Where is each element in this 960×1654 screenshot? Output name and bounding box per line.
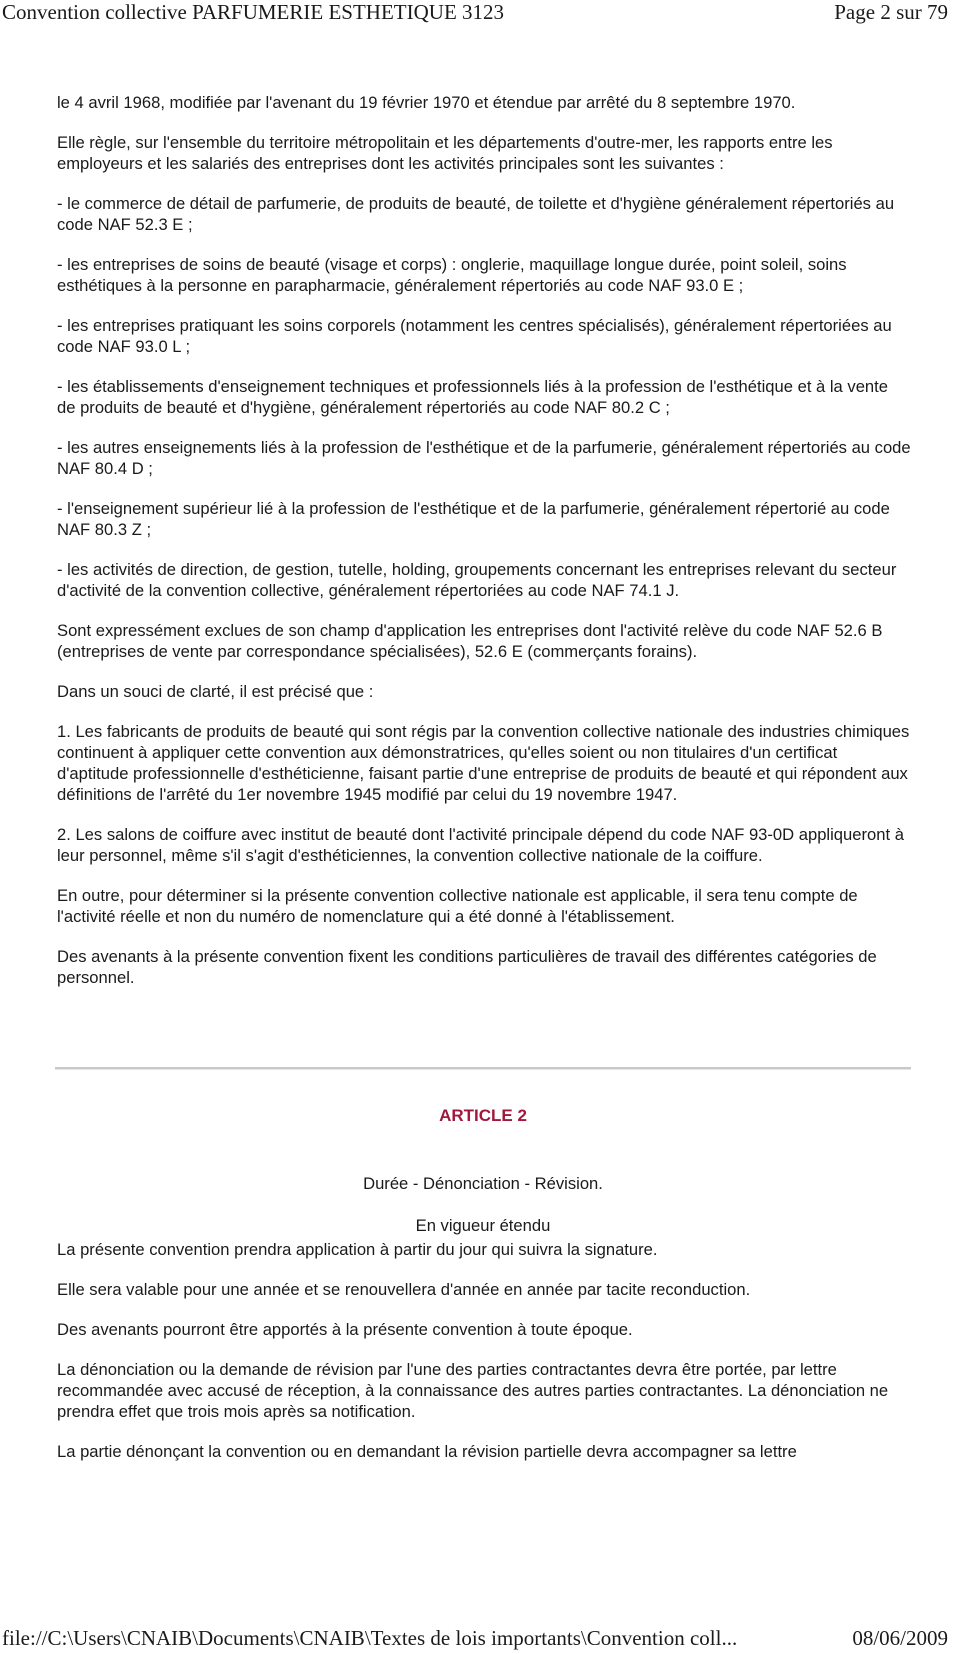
- document-title: Convention collective PARFUMERIE ESTHETIQUE 3123: [2, 0, 505, 24]
- page-footer: [0, 1626, 960, 1654]
- article-1-body: [57, 92, 911, 1007]
- paragraph: Des avenants pourront être apportés à la présente convention à toute époque.: [57, 1320, 633, 1339]
- page-number: Page 2 sur 79: [834, 0, 948, 24]
- list-item: - les entreprises de soins de beauté (visage et corps) : onglerie, maquillage longue durée, point soleil, soins esthétiques à la personne en parapharmacie, généralement répertoriés au code NAF 93.0 E ;: [57, 255, 847, 295]
- list-item: - les autres enseignements liés à la profession de l'esthétique et de la parfumerie, généralement répertoriés au code NAF 80.4 D ;: [57, 438, 911, 478]
- print-date: 08/06/2009: [852, 1626, 948, 1650]
- paragraph: Dans un souci de clarté, il est précisé que :: [57, 682, 374, 701]
- paragraph: Des avenants à la présente convention fixent les conditions particulières de travail des différentes catégories de personnel.: [57, 947, 877, 987]
- article-heading: ARTICLE 2: [439, 1106, 527, 1125]
- paragraph: La partie dénonçant la convention ou en demandant la révision partielle devra accompagner sa lettre: [57, 1442, 797, 1461]
- numbered-item: 1. Les fabricants de produits de beauté qui sont régis par la convention collective nationale des industries chimiques continuent à appliquer cette convention aux démonstratrices, qu'elles soient ou non titulaires d'un certificat d'aptitude professionnelle d'esthéticienne, faisant partie d'une entreprise de produits de beauté et qui répondent aux définitions de l'arrêté du 1er novembre 1945 modifié par celui du 19 novembre 1947.: [57, 722, 910, 804]
- list-item: - les activités de direction, de gestion, tutelle, holding, groupements concernant les entreprises relevant du secteur d'activité de la convention collective, généralement répertoriées au code NAF 74.1 J.: [57, 560, 897, 600]
- paragraph: Elle sera valable pour une année et se renouvellera d'année en année par tacite reconduction.: [57, 1280, 751, 1299]
- numbered-item: 2. Les salons de coiffure avec institut de beauté dont l'activité principale dépend du code NAF 93-0D appliqueront à leur personnel, même s'il s'agit d'esthéticiennes, la convention collective nationale de la coiffure.: [57, 825, 904, 865]
- paragraph: le 4 avril 1968, modifiée par l'avenant du 19 février 1970 et étendue par arrêté du 8 septembre 1970.: [57, 93, 796, 112]
- list-item: - les entreprises pratiquant les soins corporels (notamment les centres spécialisés), généralement répertoriées au code NAF 93.0 L ;: [57, 316, 892, 356]
- list-item: - l'enseignement supérieur lié à la profession de l'esthétique et de la parfumerie, généralement répertorié au code NAF 80.3 Z ;: [57, 499, 890, 539]
- section-divider: [55, 1067, 911, 1070]
- page-header: [0, 0, 960, 30]
- list-item: - les établissements d'enseignement techniques et professionnels liés à la profession de l'esthétique et à la vente de produits de beauté et d'hygiène, généralement répertoriés au code NAF 80.2 C ;: [57, 377, 888, 417]
- list-item: - le commerce de détail de parfumerie, de produits de beauté, de toilette et d'hygiène généralement répertoriés au code NAF 52.3 E ;: [57, 194, 895, 234]
- paragraph: La dénonciation ou la demande de révision par l'une des parties contractantes devra être portée, par lettre recommandée avec accusé de réception, à la connaissance des autres parties contractantes. La dénonciation ne prendra effet que trois mois après sa notification.: [57, 1360, 889, 1421]
- article-status: En vigueur étendu: [415, 1216, 551, 1235]
- paragraph: Elle règle, sur l'ensemble du territoire métropolitain et les départements d'outre-mer, les rapports entre les employeurs et les salariés des entreprises dont les activités principales sont les suivantes :: [57, 133, 833, 173]
- article-2-body: [57, 1239, 911, 1481]
- paragraph: Sont expressément exclues de son champ d'application les entreprises dont l'activité relève du code NAF 52.6 B (entreprises de vente par correspondance spécialisées), 52.6 E (commerçants forains).: [57, 621, 883, 661]
- paragraph: En outre, pour déterminer si la présente convention collective nationale est applicable, il sera tenu compte de l'activité réelle et non du numéro de nomenclature qui a été donné à l'établissement.: [57, 886, 858, 926]
- file-path: file://C:\Users\CNAIB\Documents\CNAIB\Textes de lois importants\Convention coll...: [2, 1626, 738, 1650]
- article-subtitle: Durée - Dénonciation - Révision.: [363, 1174, 603, 1193]
- paragraph: La présente convention prendra application à partir du jour qui suivra la signature.: [57, 1240, 658, 1259]
